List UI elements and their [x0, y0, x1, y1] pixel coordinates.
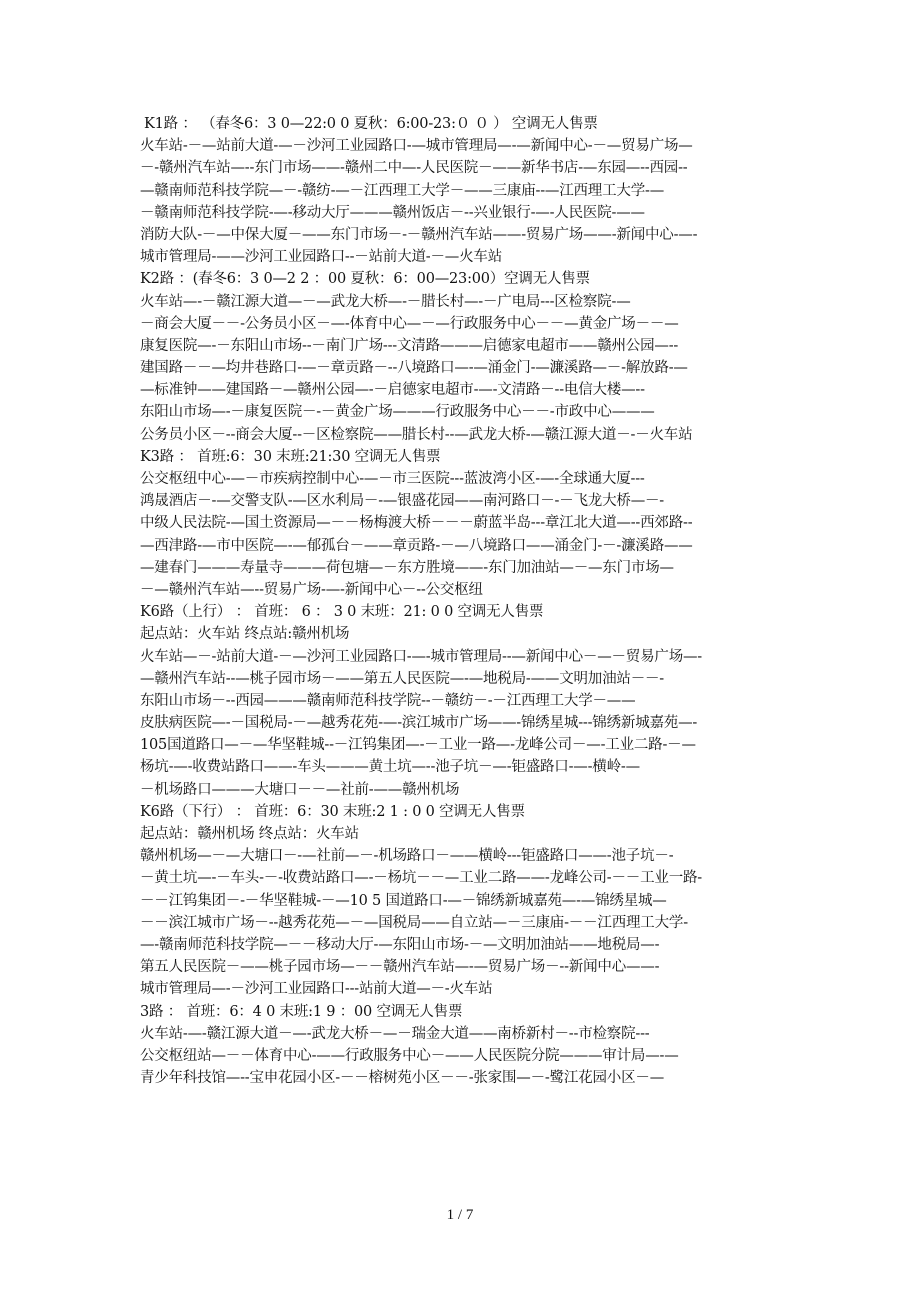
route-k1-stops: 城市管理局-——沙河工业园路口--－站前大道-－—火车站 — [140, 249, 502, 266]
page-number: 1 / 7 — [446, 1207, 474, 1223]
route-k2-stops: 东阳山市场—-－康复医院－-－黄金广场———行政服务中心－－-市政中心——— — [140, 404, 655, 421]
route-k6-down-stops: －－江钨集团－-－华坚鞋城-－—10 5 国道路口-—－锦绣新城嘉苑—-—锦绣星城— — [140, 892, 667, 909]
route-k6-down-stops: 第五人民医院－——桃子园市场—－－赣州汽车站—-—贸易广场－--新闻中心——- — [140, 959, 660, 976]
route-k2-stops: 康复医院—-－东阳山市场--－南门广场---文清路———启德家电超市——赣州公园—-- — [140, 337, 679, 354]
route-k2-stops: 建国路－－—均井巷路口-—－章贡路－--八境路口—-—涌金门-—濂溪路—－-解放路-— — [140, 360, 688, 377]
route-k1-stops: 火车站-－—站前大道-—－沙河工业园路口-—城市管理局—-—新闻中心-－—贸易广场— — [140, 138, 693, 155]
route-k6-down-stops: －－滨江城市广场－--越秀花苑—－—国税局——自立站—－三康庙-－－江西理工大学- — [140, 914, 688, 931]
route-k6-up-stops: 杨坑-—-收费站路口——-车头———黄土坑—--池子坑－—-钜盛路口-—-横岭-— — [140, 759, 640, 776]
route-k3-stops: —西津路-—市中医院—-—郁孤台－——章贡路-－—八境路口——涌金门-－-濂溪路—— — [140, 537, 693, 554]
route-k6-down-stops: 赣州机场—－—大塘口－-—社前—－-机场路口－——横岭---钜盛路口——-池子坑－- — [140, 848, 674, 865]
route-k6-up-stops: 火车站—－-站前大道-－—沙河工业园路口-—-城市管理局--—新闻中心－—－贸易广场—- — [140, 648, 702, 665]
route-k6-up-header: K6路（上行） ： 首班： 6 ： 3 0 末班：21: 0 0 空调无人售票 — [140, 604, 544, 621]
route-3-stops: 火车站-—-赣江源大道－—-武龙大桥－—－瑞金大道——南桥新村－--市检察院--- — [140, 1025, 650, 1042]
route-3-stops: 青少年科技馆—--宝申花园小区-－－榕树苑小区－－-张家围—－-鹭江花园小区－— — [140, 1070, 664, 1087]
route-3-stops: 公交枢纽站—－－体育中心-——行政服务中心－——人民医院分院———审计局—-— — [140, 1047, 679, 1064]
route-k2-stops: 公务员小区－--商会大厦--－区检察院——腊长村--—武龙大桥-—赣江源大道－-－火车站 — [140, 426, 693, 443]
route-k3-stops: —建春门———寿量寺———荷包塘—－东方胜境——-东门加油站—－—东门市场— — [140, 559, 674, 576]
route-k2-stops: —标准钟——建国路－—赣州公园—-－启德家电超市-—-文清路－--电信大楼—-- — [140, 382, 645, 399]
route-k6-down-stops: －黄土坑—-－车头-－-收费站路口—-－杨坑－－—工业二路——-龙峰公司-－－工业一路- — [140, 870, 702, 887]
route-k6-up-stops: —赣州汽车站--—桃子园市场－——第五人民医院—-—地税局-——文明加油站－－- — [140, 670, 664, 687]
route-k3-stops: 中级人民法院-—国土资源局—－－杨梅渡大桥－－－蔚蓝半岛---章江北大道—--西郊路-- — [140, 515, 693, 532]
route-k6-up-stops: 皮肤病医院—-－国税局-－—越秀花苑-—-滨江城市广场——-锦绣星城---锦绣新城嘉苑—- — [140, 715, 698, 732]
route-k3-header: K3路 ： 首班:6：30 末班:21:30 空调无人售票 — [140, 448, 441, 465]
route-k1-stops: —赣南师范科技学院—－-赣纺-—－江西理工大学－——三康庙--—江西理工大学-— — [140, 182, 664, 199]
route-k6-down-stops: 城市管理局—-－沙河工业园路口---站前大道—－-火车站 — [140, 981, 493, 998]
route-k2-stops: 火车站—-－赣江源大道—－—武龙大桥—-－腊长村—-－广电局---区检察院-— — [140, 293, 631, 310]
route-3-header: 3路 ： 首班：6：4 0 末班:1 9 ：00 空调无人售票 — [140, 1003, 463, 1020]
route-k1-stops: －赣南师范科技学院-—-移动大厅———赣州饭店－--兴业银行-—-人民医院-—— — [140, 204, 645, 221]
route-k6-down-stops: —-赣南师范科技学院—－－移动大厅-—东阳山市场-－—文明加油站——地税局—- — [140, 936, 660, 953]
route-k1-stops: 消防大队-－—中保大厦－——东门市场－-－赣州汽车站——-贸易广场——-新闻中心-—- — [140, 226, 698, 243]
route-k3-stops: 鸿晟酒店－-—交警支队-—区水利局－-—银盛花园——南河路口－-－飞龙大桥—－- — [140, 493, 664, 510]
document-page — [140, 113, 800, 1089]
route-k6-up-stops: 105国道路口—－—华坚鞋城--－江钨集团—-－工业一路—-龙峰公司－—-工业二路-－— — [140, 737, 696, 754]
route-k3-stops: －—赣州汽车站—--贸易广场-—-新闻中心－--公交枢纽 — [140, 581, 483, 598]
route-k1-stops: －-赣州汽车站—--东门市场——-赣州二中—-人民医院－——新华书店-—东园—--西园-- — [140, 160, 688, 177]
route-k6-up-terminals: 起点站：火车站 终点站:赣州机场 — [140, 626, 350, 643]
route-k3-stops: 公交枢纽中心-—－市疾病控制中心-—－市三医院---蓝波湾小区-—-全球通大厦--- — [140, 471, 645, 487]
route-k6-up-stops: －机场路口———大塘口－－—社前-——赣州机场 — [140, 781, 460, 798]
route-k6-down-terminals: 起点站：赣州机场 终点站：火车站 — [140, 826, 359, 842]
route-k6-down-header: K6路（下行） ： 首班：6：30 末班:2 1 : 0 0 空调无人售票 — [140, 803, 525, 820]
route-k2-stops: －商会大厦－－-公务员小区－—-体育中心—－—行政服务中心－－—黄金广场－－— — [140, 315, 679, 332]
route-k1-header: K1路 ： （春冬6：3 0—22:0 0 夏秋：6:00-23:０ ０ ） 空调无人售票 — [144, 116, 598, 132]
route-k2-header: K2路 ：(春冬6：3 0—2 2 ：00 夏秋：6：00—23:00）空调无人售票 — [140, 271, 590, 288]
route-k6-up-stops: 东阳山市场－--西园———赣南师范科技学院--－赣纺－-－江西理工大学－—— — [140, 692, 636, 709]
